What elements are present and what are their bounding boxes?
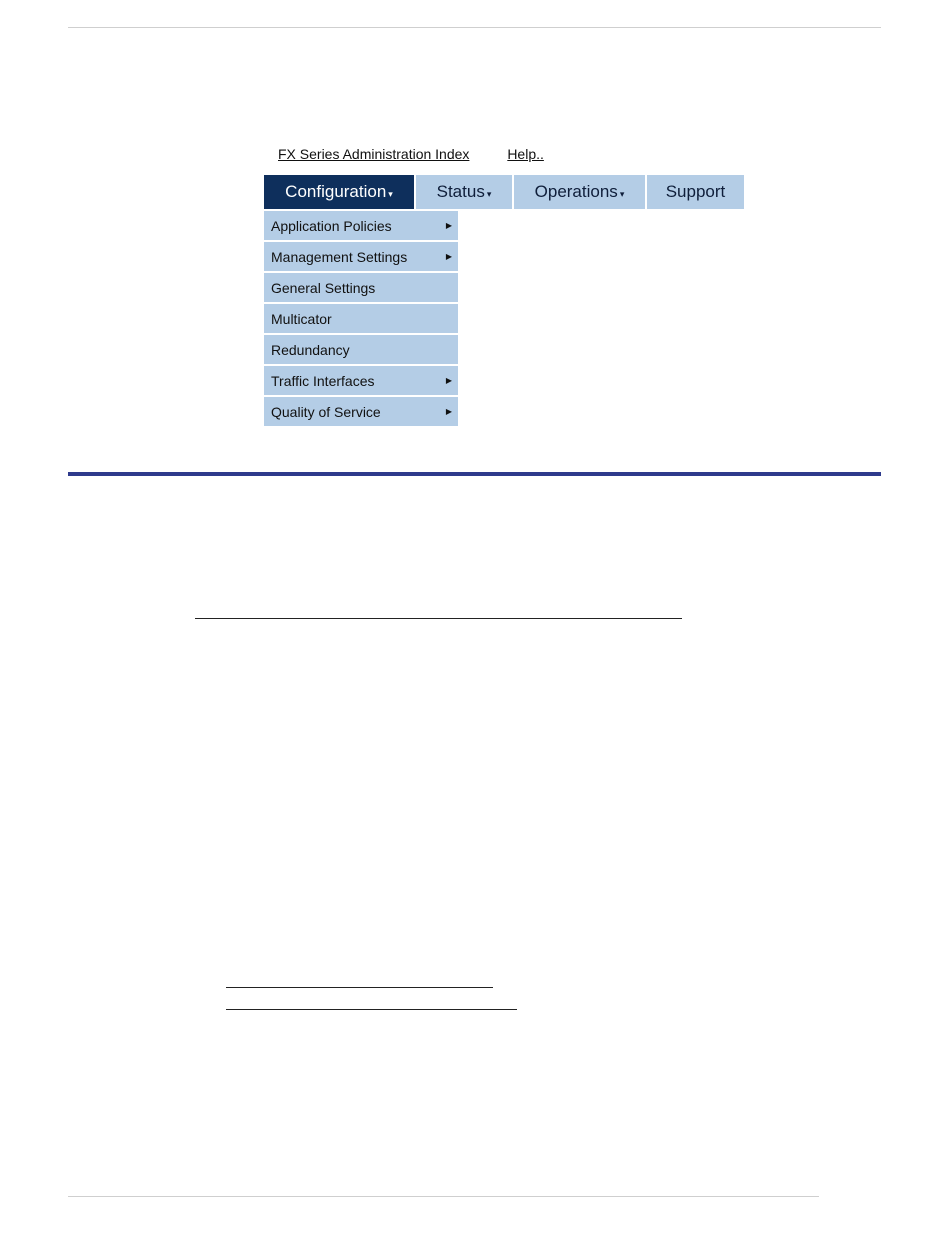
menu-item-label: Application Policies — [271, 217, 392, 234]
chevron-down-icon: ▾ — [388, 188, 393, 199]
tab-support[interactable] — [647, 175, 744, 209]
menu-item-label: General Settings — [271, 279, 376, 296]
chevron-right-icon: ▶ — [445, 376, 452, 385]
admin-menu-screenshot — [262, 140, 746, 430]
tab-support-label: Support — [665, 182, 726, 201]
menu-item-label: Redundancy — [271, 341, 350, 358]
tab-configuration-label: Configuration — [285, 182, 387, 201]
header-links — [278, 146, 544, 162]
footer-divider — [68, 1196, 819, 1197]
help-link[interactable]: Help.. — [507, 146, 544, 162]
tab-configuration[interactable] — [264, 175, 414, 209]
section-divider — [68, 472, 881, 476]
chevron-right-icon: ▶ — [445, 407, 452, 416]
main-menubar — [264, 175, 744, 209]
menu-item-management-settings[interactable] — [264, 242, 458, 271]
tab-operations[interactable] — [514, 175, 645, 209]
chevron-down-icon: ▾ — [619, 188, 625, 199]
tab-status-label: Status — [436, 182, 485, 201]
menu-item-application-policies[interactable] — [264, 211, 458, 240]
chevron-right-icon: ▶ — [445, 221, 452, 230]
menu-item-label: Traffic Interfaces — [271, 372, 375, 389]
chevron-down-icon: ▾ — [486, 188, 492, 199]
underline-rule — [195, 618, 682, 619]
menu-item-quality-of-service[interactable] — [264, 397, 458, 426]
menu-item-general-settings[interactable] — [264, 273, 458, 302]
tab-status[interactable] — [416, 175, 512, 209]
chevron-right-icon: ▶ — [445, 252, 452, 261]
top-divider — [68, 27, 881, 28]
tab-operations-label: Operations — [534, 182, 618, 201]
menu-item-redundancy[interactable] — [264, 335, 458, 364]
underline-rule — [226, 1009, 517, 1010]
menu-item-traffic-interfaces[interactable] — [264, 366, 458, 395]
menu-item-label: Quality of Service — [271, 403, 381, 420]
menu-item-label: Multicator — [271, 310, 332, 327]
configuration-dropdown — [264, 211, 458, 428]
menu-item-label: Management Settings — [271, 248, 408, 265]
admin-index-link[interactable]: FX Series Administration Index — [278, 146, 470, 162]
underline-rule — [226, 987, 493, 988]
menu-item-multicator[interactable] — [264, 304, 458, 333]
